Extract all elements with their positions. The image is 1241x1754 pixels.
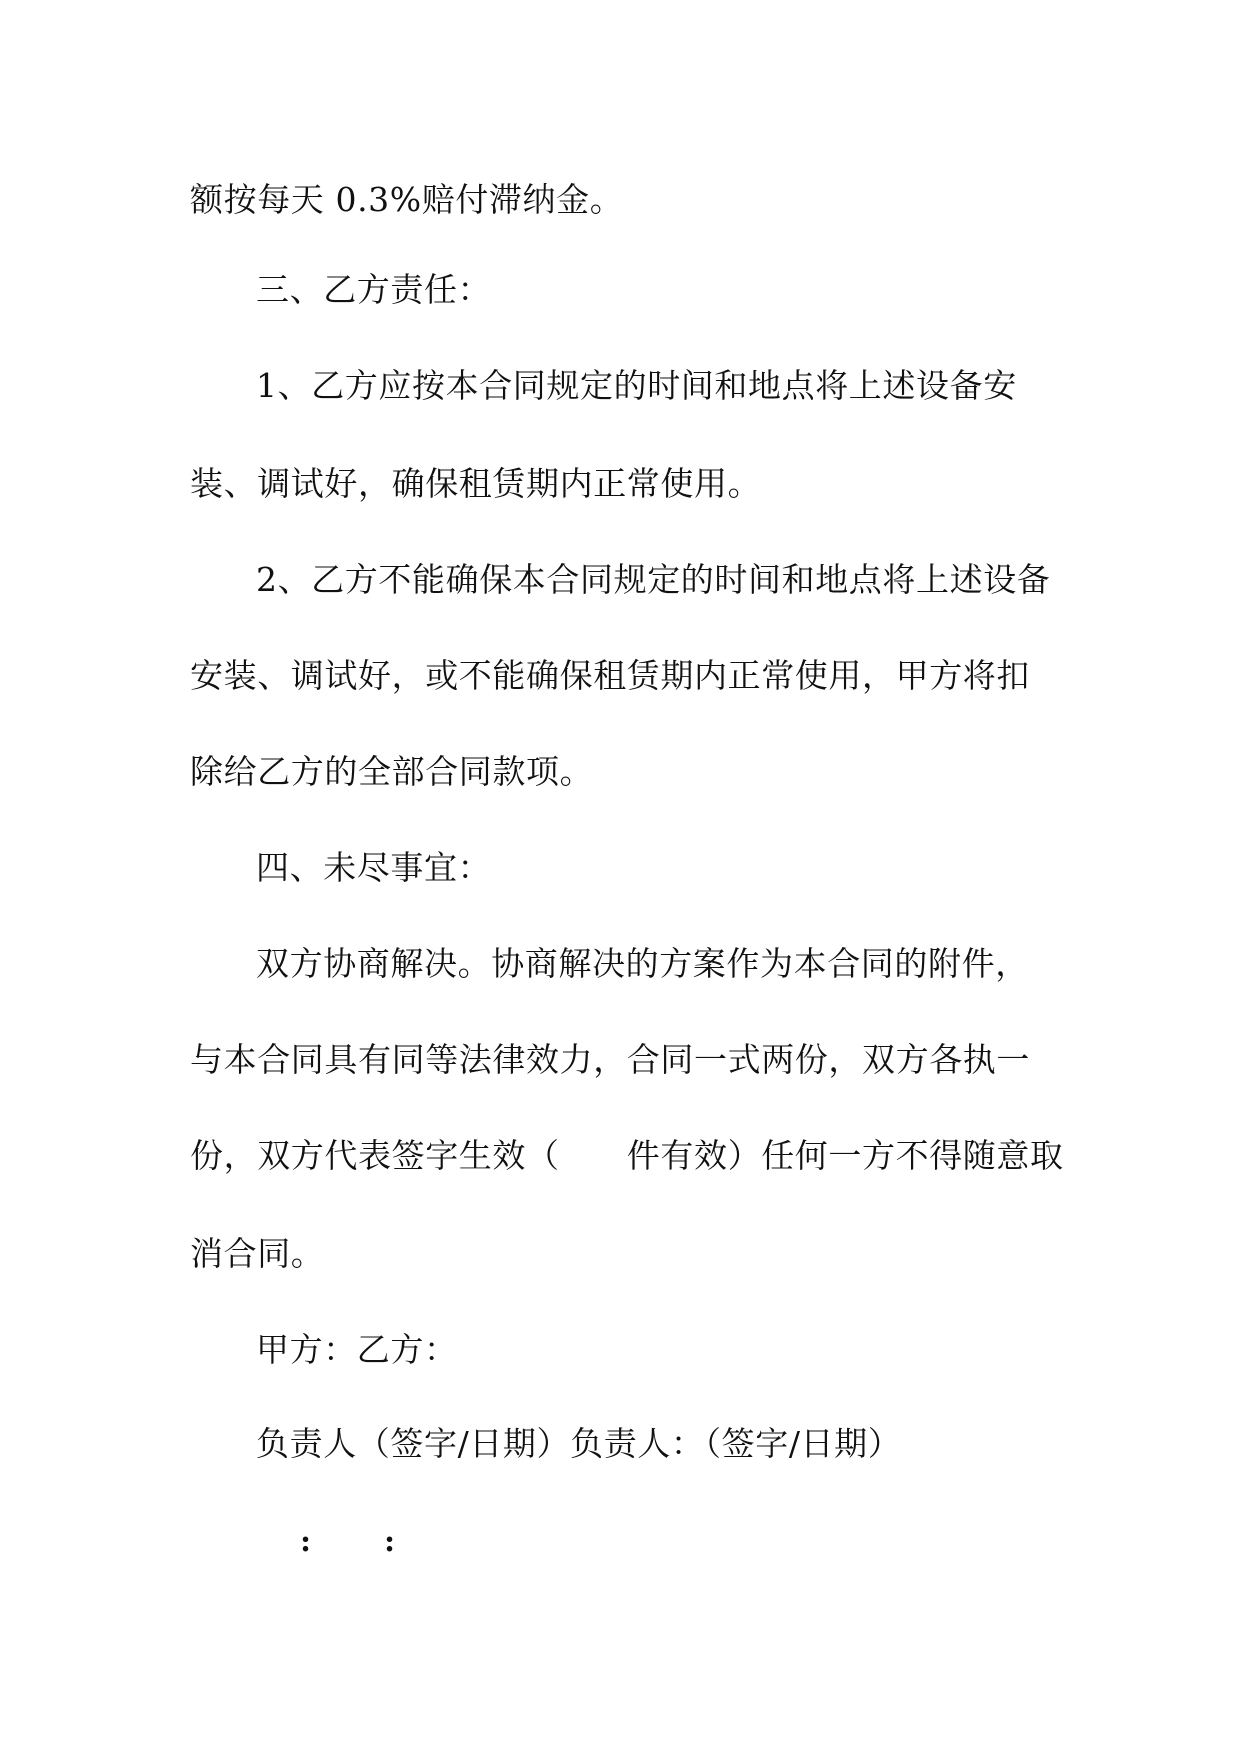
trailing-colon-1: : (300, 1524, 312, 1559)
clause-1-line-2: 装、调试好，确保租赁期内正常使用。 (190, 464, 762, 503)
clause-2-line-1: 2、乙方不能确保本合同规定的时间和地点将上述设备 (256, 560, 1051, 599)
clause-1-line-1: 1、乙方应按本合同规定的时间和地点将上述设备安 (256, 366, 1017, 405)
signature-line: 负责人（签字/日期）负责人：（签字/日期） (256, 1424, 902, 1463)
clause-4-line-3: 份，双方代表签字生效（ 件有效）任何一方不得随意取 (190, 1136, 1064, 1175)
clause-2-line-2: 安装、调试好，或不能确保租赁期内正常使用，甲方将扣 (190, 656, 1030, 695)
party-names: 甲方：乙方： (256, 1330, 458, 1369)
text-line-1: 额按每天 0.3%赔付滞纳金。 (190, 180, 624, 219)
clause-4-line-2: 与本合同具有同等法律效力，合同一式两份，双方各执一 (190, 1040, 1030, 1079)
section-heading-3: 三、乙方责任： (256, 270, 492, 309)
section-heading-4: 四、未尽事宜： (256, 848, 492, 887)
clause-4-line-1: 双方协商解决。协商解决的方案作为本合同的附件， (256, 944, 1029, 983)
clause-4-line-4: 消合同。 (190, 1234, 325, 1273)
trailing-colon-2: : (384, 1524, 396, 1559)
clause-2-line-3: 除给乙方的全部合同款项。 (190, 752, 594, 791)
